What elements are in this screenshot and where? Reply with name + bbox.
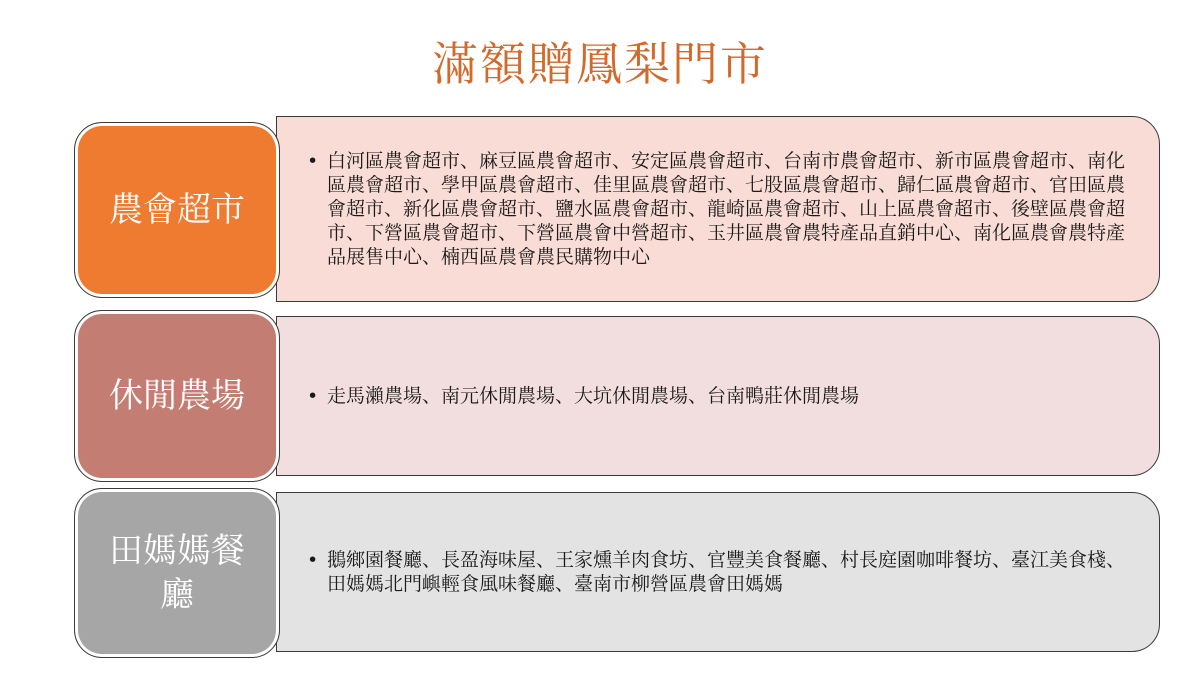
row-label-leisure-farm xyxy=(74,310,280,482)
bullet-icon: • xyxy=(307,549,319,571)
row-list xyxy=(277,149,1159,269)
row-content-leisure-farm xyxy=(276,316,1160,476)
row-text: 白河區農會超市、麻豆區農會超市、安定區農會超市、台南市農會超市、新市區農會超市、南化區農會超市、學甲區農會超市、佳里區農會超市、七股區農會超市、歸仁區農會超市、官田區農會超市、新化區農會超市、鹽水區農會超市、龍崎區農會超市、山上區農會超市、後壁區農會超市、下營區農會超市、下營區農會中營超市、玉井區農會農特產品直銷中心、南化區農會農特產品展售中心、楠西區農會農民購物中心 xyxy=(327,150,1126,268)
list-item xyxy=(307,384,860,408)
row-label-text: 休閒農場 xyxy=(109,376,245,416)
row-label-farmers-market xyxy=(74,122,280,298)
row-content-restaurant xyxy=(276,492,1160,652)
list-item xyxy=(307,548,1129,596)
row-list xyxy=(277,548,1159,596)
row-label-text: 田媽媽餐廳 xyxy=(109,531,245,615)
row-text: 鵝鄉園餐廳、長盈海味屋、王家燻羊肉食坊、官豐美食餐廳、村長庭園咖啡餐坊、臺江美食棧、田媽媽北門嶼輕食風味餐廳、臺南市柳營區農會田媽媽 xyxy=(327,549,1126,595)
row-list xyxy=(277,384,889,408)
row-label-text: 農會超市 xyxy=(109,190,245,230)
row-label-restaurant xyxy=(74,488,280,658)
row-content-farmers-market xyxy=(276,116,1160,302)
list-item xyxy=(307,149,1129,269)
row-text: 走馬瀨農場、南元休閒農場、大坑休閒農場、台南鴨莊休閒農場 xyxy=(327,385,860,407)
slide-title: 滿額贈鳳梨門市 xyxy=(432,37,768,91)
bullet-icon: • xyxy=(307,385,319,407)
bullet-icon: • xyxy=(307,150,319,172)
